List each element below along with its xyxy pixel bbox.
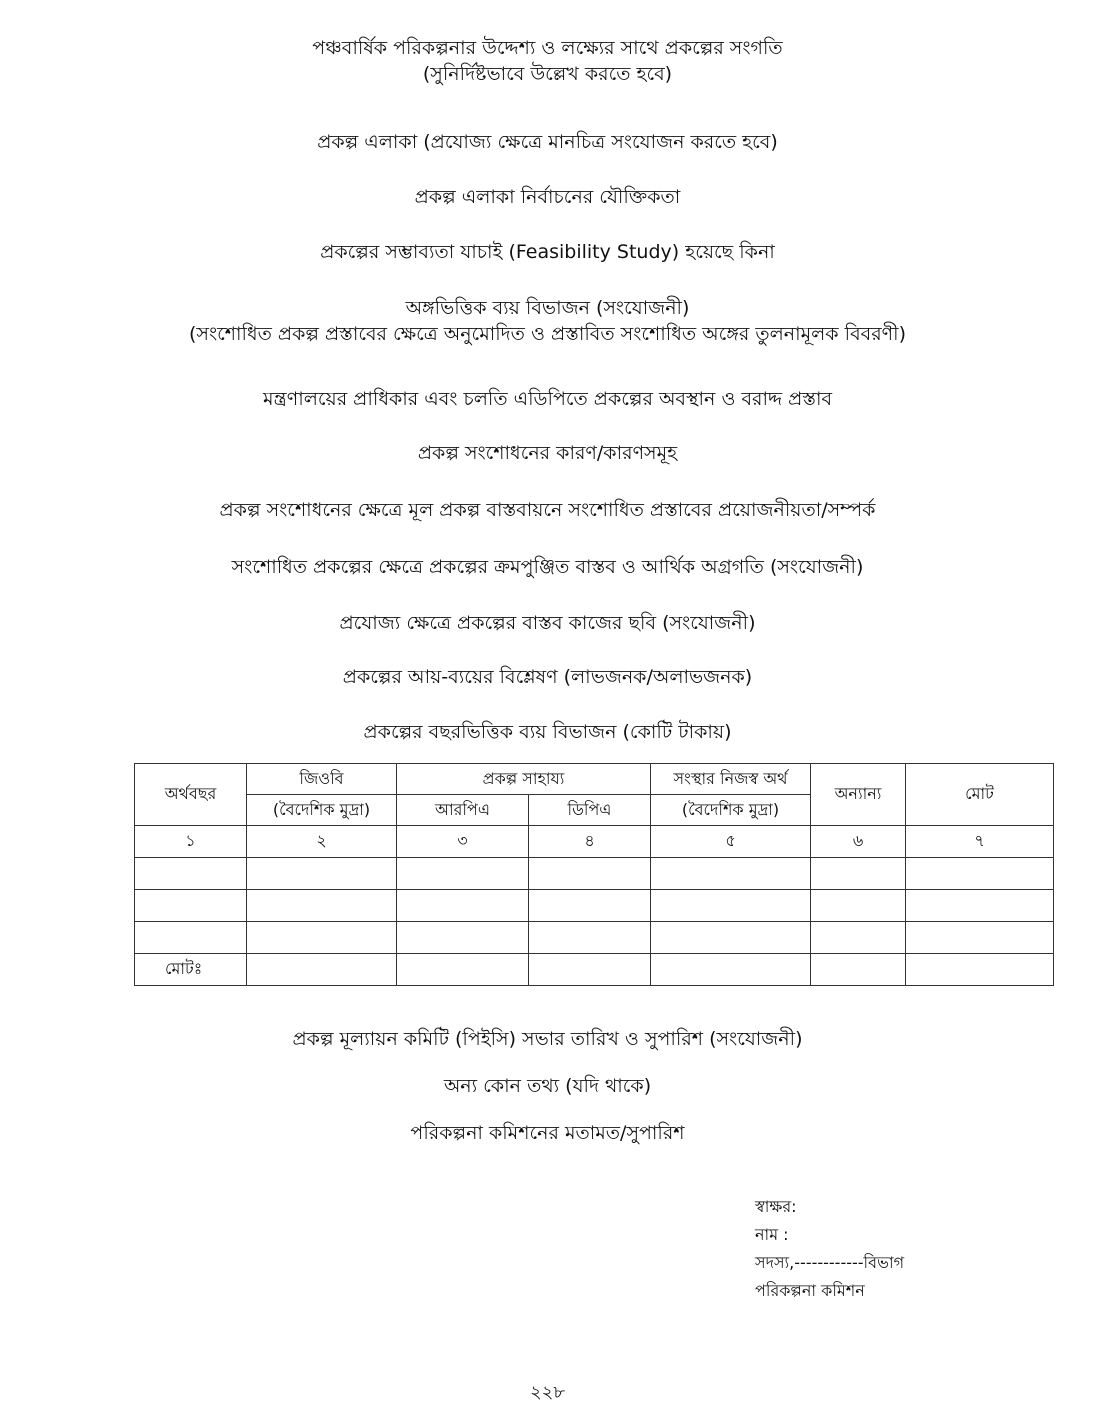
heading-component-cost — [0, 295, 1095, 347]
table-total-row — [135, 954, 1054, 986]
table-cell — [529, 890, 651, 922]
header-own-fund: সংস্থার নিজস্ব অর্থ — [651, 764, 811, 795]
heading-pec-meeting: প্রকল্প মূল্যায়ন কমিটি (পিইসি) সভার তারিখ ও সুপারিশ (সংযোজনী) — [292, 1028, 803, 1050]
commission-label: পরিকল্পনা কমিশন — [755, 1281, 865, 1300]
heading-income-expense: প্রকল্পের আয়-ব্যয়ের বিশ্লেষণ (লাভজনক/অলাভজনক) — [342, 666, 753, 688]
heading-yearly-cost: প্রকল্পের বছরভিত্তিক ব্যয় বিভাজন (কোটি টাকায়) — [363, 721, 732, 743]
heading-feasibility-study: প্রকল্পের সম্ভাব্যতা যাচাই (Feasibility Study) হয়েছে কিনা — [320, 241, 775, 263]
table-cell — [651, 858, 811, 890]
heading-area-rationale: প্রকল্প এলাকা নির্বাচনের যৌক্তিকতা — [414, 186, 681, 208]
table-cell — [247, 858, 397, 890]
table-cell — [651, 922, 811, 954]
name-label: নাম : — [755, 1225, 789, 1244]
heading-cumulative-progress: সংশোধিত প্রকল্পের ক্ষেত্রে প্রকল্পের ক্রমপুঞ্জিত বাস্তব ও আর্থিক অগ্রগতি (সংযোজনী) — [231, 556, 864, 578]
table-cell — [529, 922, 651, 954]
header-rpa: আরপিএ — [397, 795, 529, 826]
header-project-aid: প্রকল্প সাহায্য — [397, 764, 651, 795]
total-label: মোটঃ — [135, 954, 247, 986]
table-cell — [651, 890, 811, 922]
table-cell — [397, 858, 529, 890]
heading-subtext: (সংশোধিত প্রকল্প প্রস্তাবের ক্ষেত্রে অনুমোদিত ও প্রস্তাবিত সংশোধিত অঙ্গের তুলনামূলক বিবরণী) — [188, 323, 907, 345]
table-cell — [247, 922, 397, 954]
table-cell — [811, 922, 906, 954]
heading-commission-opinion: পরিকল্পনা কমিশনের মতামত/সুপারিশ — [410, 1122, 685, 1144]
table-cell — [651, 954, 811, 986]
table-cell — [397, 954, 529, 986]
member-label: সদস্য,------------বিভাগ — [755, 1253, 905, 1272]
table-cell — [906, 954, 1054, 986]
header-own-fund-sub: (বৈদেশিক মুদ্রা) — [651, 795, 811, 826]
heading-revision-necessity: প্রকল্প সংশোধনের ক্ষেত্রে মূল প্রকল্প বাস্তবায়নে সংশোধিত প্রস্তাবের প্রয়োজনীয়তা/সম্পর্ক — [219, 499, 876, 521]
table-cell — [397, 922, 529, 954]
table-cell — [906, 890, 1054, 922]
heading-project-area: প্রকল্প এলাকা (প্রযোজ্য ক্ষেত্রে মানচিত্র সংযোজন করতে হবে) — [317, 131, 778, 153]
header-total: মোট — [906, 764, 1054, 826]
table-cell — [906, 922, 1054, 954]
col-number: ৪ — [529, 826, 651, 858]
table-row — [135, 922, 1054, 954]
table-cell — [247, 954, 397, 986]
heading-text: পঞ্চবার্ষিক পরিকল্পনার উদ্দেশ্য ও লক্ষ্যের সাথে প্রকল্পের সংগতি — [312, 37, 783, 59]
table-cell — [906, 858, 1054, 890]
table-cell — [135, 922, 247, 954]
heading-revision-reasons: প্রকল্প সংশোধনের কারণ/কারণসমূহ — [417, 442, 678, 464]
signature-block — [755, 1193, 904, 1305]
table-row — [135, 890, 1054, 922]
table-cell — [397, 890, 529, 922]
table-row — [135, 858, 1054, 890]
yearly-cost-table — [134, 763, 1054, 986]
table-cell — [135, 890, 247, 922]
table-header-row — [135, 764, 1054, 795]
table-cell — [135, 858, 247, 890]
heading-five-year-plan — [0, 35, 1095, 87]
table-cell — [811, 858, 906, 890]
heading-other-info: অন্য কোন তথ্য (যদি থাকে) — [443, 1075, 652, 1097]
header-fiscal-year: অর্থবছর — [135, 764, 247, 826]
header-dpa: ডিপিএ — [529, 795, 651, 826]
page-number: ২২৮ — [529, 1382, 566, 1403]
heading-subtext: (সুনির্দিষ্টভাবে উল্লেখ করতে হবে) — [422, 63, 673, 85]
signature-label: স্বাক্ষর: — [755, 1197, 797, 1216]
table-cell — [247, 890, 397, 922]
table-number-row — [135, 826, 1054, 858]
header-other: অন্যান্য — [811, 764, 906, 826]
col-number: ৩ — [397, 826, 529, 858]
table-cell — [811, 890, 906, 922]
col-number: ১ — [135, 826, 247, 858]
table-cell — [529, 954, 651, 986]
heading-text: অঙ্গভিত্তিক ব্যয় বিভাজন (সংযোজনী) — [405, 297, 690, 319]
table-cell — [529, 858, 651, 890]
header-gob: জিওবি — [247, 764, 397, 795]
table-cell — [811, 954, 906, 986]
header-gob-sub: (বৈদেশিক মুদ্রা) — [247, 795, 397, 826]
col-number: ৭ — [906, 826, 1054, 858]
col-number: ২ — [247, 826, 397, 858]
heading-work-photos: প্রযোজ্য ক্ষেত্রে প্রকল্পের বাস্তব কাজের ছবি (সংযোজনী) — [339, 612, 756, 634]
col-number: ৫ — [651, 826, 811, 858]
heading-ministry-priority: মন্ত্রণালয়ের প্রাধিকার এবং চলতি এডিপিতে প্রকল্পের অবস্থান ও বরাদ্দ প্রস্তাব — [262, 388, 833, 410]
col-number: ৬ — [811, 826, 906, 858]
